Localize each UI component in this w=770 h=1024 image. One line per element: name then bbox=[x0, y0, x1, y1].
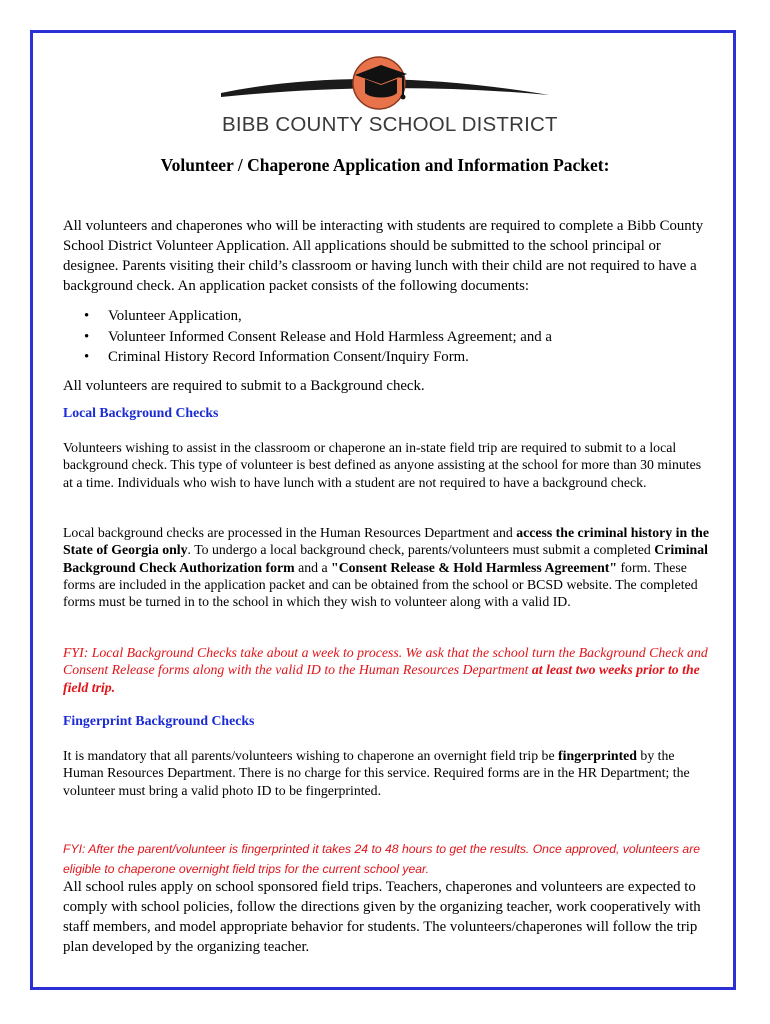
document-list bbox=[63, 306, 552, 368]
district-name: BIBB COUNTY SCHOOL DISTRICT bbox=[222, 113, 558, 136]
local-checks-heading: Local Background Checks bbox=[63, 405, 219, 420]
fingerprint-checks-heading: Fingerprint Background Checks bbox=[63, 713, 255, 728]
list-item: • Volunteer Application, bbox=[108, 306, 552, 327]
background-check-requirement: All volunteers are required to submit to a Background check. bbox=[63, 378, 425, 394]
local-fyi-note: FYI: Local Background Checks take about a week to process. We ask that the school turn the Background Check and Consent Release forms along with the valid ID to the Human Resources Department at least two weeks prior to the field trip. bbox=[63, 645, 708, 695]
fingerprint-paragraph: It is mandatory that all parents/volunteers wishing to chaperone an overnight field trip be fingerprinted by the Human Resources Department. There is no charge for this service. Required forms are in the HR Department; the volunteer must bring a valid photo ID to be fingerprinted. bbox=[63, 748, 690, 798]
local-process-paragraph: Local background checks are processed in the Human Resources Department and access the criminal history in the State of Georgia only. To undergo a local background check, parents/volunteers must submit a completed Criminal Background Check Authorization form and a "Consent Release & Hold Harmless Agreement" form. These forms are included in the application packet and can be obtained from the school or BCSD website. The completed forms must be turned in to the school in which they wish to volunteer along with a valid ID. bbox=[63, 525, 709, 610]
list-item: • Criminal History Record Information Consent/Inquiry Form. bbox=[108, 347, 552, 368]
closing-paragraph: All school rules apply on school sponsored field trips. Teachers, chaperones and volunteers are expected to comply with school policies, follow the directions given by the organizing teacher, work cooperatively with staff members, and model appropriate behavior for students. The volunteers/chaperones will follow the trip plan developed by the organizing teacher. bbox=[63, 879, 701, 955]
fingerprint-fyi-note: FYI: After the parent/volunteer is fingerprinted it takes 24 to 48 hours to get the results. Once approved, volunteers are eligible to chaperone overnight field trips for the current school year. bbox=[63, 842, 701, 877]
intro-paragraph: All volunteers and chaperones who will be interacting with students are required to complete a Bibb County School District Volunteer Application. All applications should be submitted to the school principal or designee. Parents visiting their child’s classroom or having lunch with their child are not required to have a background check. An application packet consists of the following documents: bbox=[63, 218, 704, 294]
page-title: Volunteer / Chaperone Application and Information Packet: bbox=[160, 155, 610, 175]
list-item: • Volunteer Informed Consent Release and Hold Harmless Agreement; and a bbox=[108, 327, 552, 348]
local-checks-paragraph: Volunteers wishing to assist in the classroom or chaperone an in-state field trip are required to submit to a local background check. This type of volunteer is best defined as anyone assisting at the school for more than 30 minutes at a time. Individuals who wish to have lunch with a student are not required to have a background check. bbox=[63, 440, 702, 490]
